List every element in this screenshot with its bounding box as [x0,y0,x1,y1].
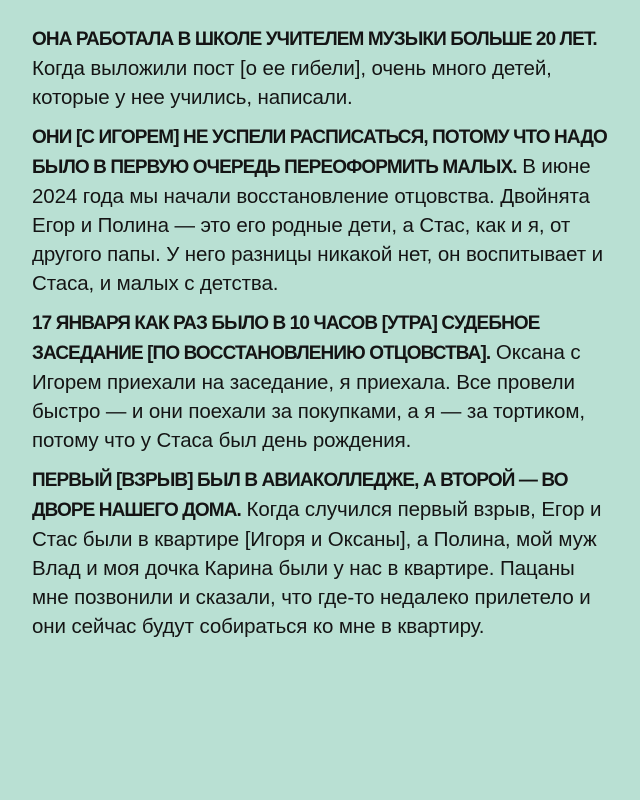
paragraph-1-text: Когда выложили пост [о ее гибели], очень много детей, которые у нее учились, написали. [32,57,552,109]
paragraph-3-lead: 17 ЯНВАРЯ КАК РАЗ БЫЛО В 10 ЧАСОВ [УТРА] СУДЕБНОЕ ЗАСЕДАНИЕ [ПО ВОССТАНОВЛЕНИЮ ОТЦОВСТВА]. [32,313,540,364]
paragraph-4-text: Когда случился первый взрыв, Егор и Стас были в квартире [Игоря и Оксаны], а Полина, мой муж Влад и моя дочка Карина были у нас в квартире. Пацаны мне позвонили и сказали, что где-то недалеко прилетело и они сейчас будут собираться ко мне в квартиру. [32,498,602,638]
paragraph-2 [32,122,614,298]
paragraph-3-text: Оксана с Игорем приехали на заседание, я приехала. Все провели быстро — и они поехали за покупками, а я — за тортиком, потому что у Стаса был день рождения. [32,341,585,452]
paragraph-1 [32,24,614,112]
paragraph-3 [32,308,614,455]
paragraph-4-lead: ПЕРВЫЙ [ВЗРЫВ] БЫЛ В АВИАКОЛЛЕДЖЕ, А ВТОРОЙ — ВО ДВОРЕ НАШЕГО ДОМА. [32,470,568,521]
paragraph-2-text: В июне 2024 года мы начали восстановление отцовства. Двойнята Егор и Полина — это его родные дети, а Стас, как и я, от другого папы. У него разницы никакой нет, он воспитывает и Стаса, и малых с детства. [32,155,603,295]
paragraph-1-lead: ОНА РАБОТАЛА В ШКОЛЕ УЧИТЕЛЕМ МУЗЫКИ БОЛЬШЕ 20 ЛЕТ. [32,29,597,50]
paragraph-2-lead: ОНИ [С ИГОРЕМ] НЕ УСПЕЛИ РАСПИСАТЬСЯ, ПОТОМУ ЧТО НАДО БЫЛО В ПЕРВУЮ ОЧЕРЕДЬ ПЕРЕОФОРМИТЬ МАЛЫХ. [32,127,607,178]
paragraph-4 [32,465,614,641]
